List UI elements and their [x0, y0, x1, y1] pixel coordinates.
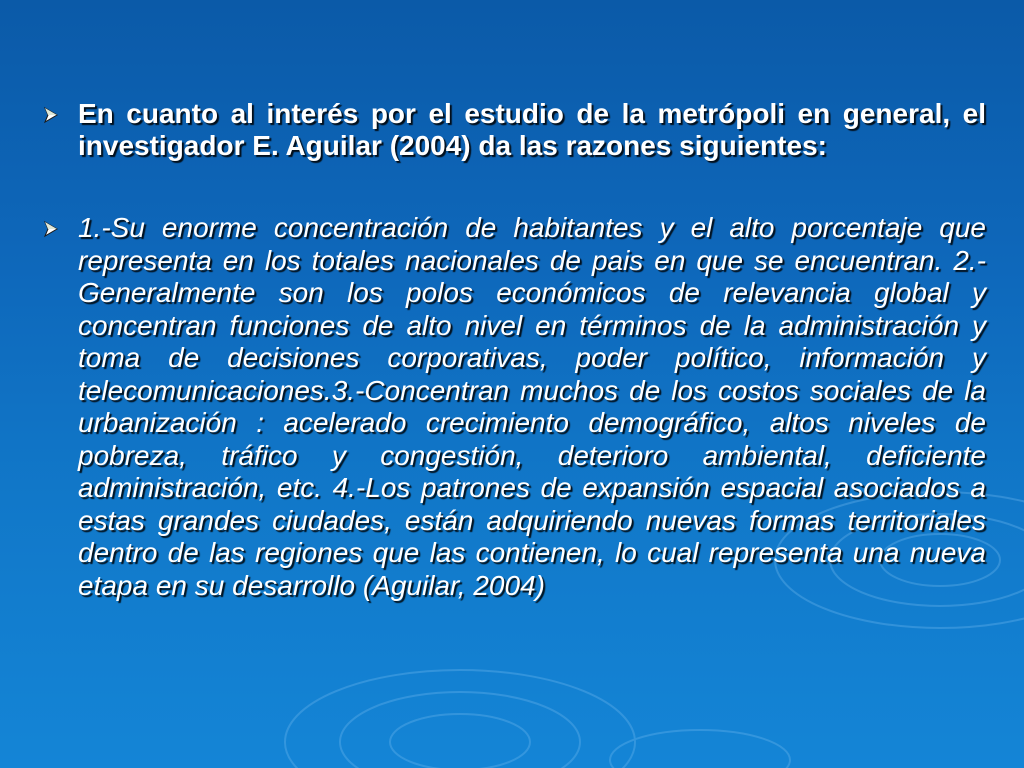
bullet-item-intro — [40, 98, 986, 162]
bullet-text: En cuanto al interés por el estudio de la metrópoli en general, el investigador E. Aguilar (2004) da las razones siguientes: — [78, 98, 986, 161]
slide-content — [40, 98, 986, 602]
arrow-right-icon — [42, 106, 60, 124]
bullet-text: 1.-Su enorme concentración de habitantes y el alto porcentaje que representa en los totales nacionales de pais en que se encuentran. 2.-Generalmente son los polos económicos de relevancia global y concentran funciones de alto nivel en términos de la administración y toma de decisiones corporativas, poder político, información y telecomunicaciones.3.-Concentran muchos de los costos sociales de la urbanización : acelerado crecimiento demográfico, altos niveles de pobreza, tráfico y congestión, deterioro ambiental, deficiente administración, etc. 4.-Los patrones de expansión espacial asociados a estas grandes ciudades, están adquiriendo nuevas formas territoriales dentro de las regiones que las contienen, lo cual representa una nueva etapa en su desarrollo (Aguilar, 2004) — [78, 212, 986, 601]
bullet-item-reasons — [40, 212, 986, 602]
arrow-right-icon — [42, 220, 60, 238]
